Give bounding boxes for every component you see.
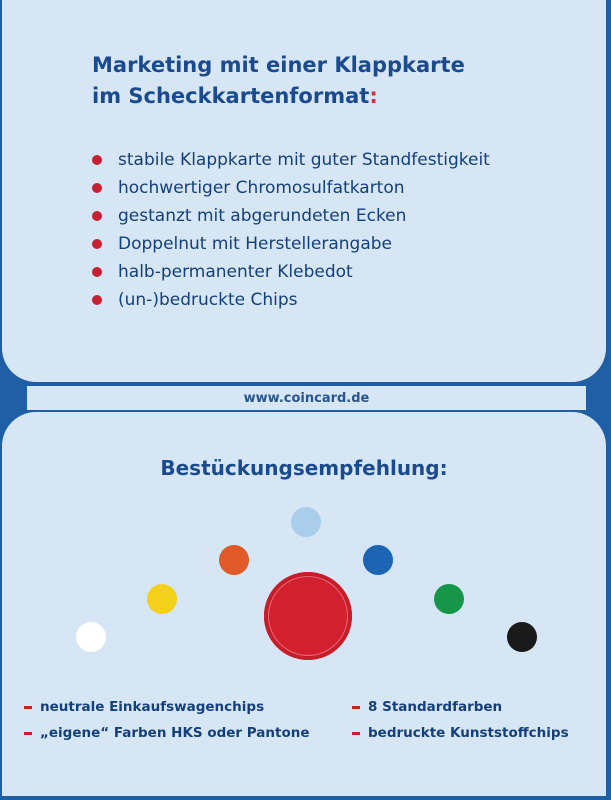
front-title-line2: im Scheckkartenformat <box>92 84 370 108</box>
chip-black <box>507 622 537 652</box>
chip-yellow <box>147 584 177 614</box>
feature-item: halb-permanenter Klebedot <box>92 258 490 286</box>
card-back-panel <box>2 412 606 796</box>
bullet-dot-icon <box>92 267 102 277</box>
bullet-dot-icon <box>92 239 102 249</box>
front-title-line1: Marketing mit einer Klappkarte <box>92 53 465 77</box>
feature-item: (un-)bedruckte Chips <box>92 286 490 314</box>
feature-item: gestanzt mit abgerundeten Ecken <box>92 202 490 230</box>
list-item: 8 Standardfarben <box>352 694 569 720</box>
feature-item: stabile Klappkarte mit guter Standfestigkeit <box>92 146 490 174</box>
website-link[interactable]: www.coincard.de <box>243 390 370 406</box>
front-title <box>92 50 572 112</box>
list-item: neutrale Einkaufswagenchips <box>24 694 310 720</box>
fold-strip <box>27 386 586 410</box>
bullet-dot-icon <box>92 155 102 165</box>
card-front-panel <box>2 0 606 382</box>
dash-icon <box>352 706 360 709</box>
chip-green <box>434 584 464 614</box>
chip-light-blue <box>291 507 321 537</box>
feature-item: Doppelnut mit Herstellerangabe <box>92 230 490 258</box>
dash-icon <box>352 732 360 735</box>
recommendation-list-left <box>24 694 310 746</box>
chip-white <box>76 622 106 652</box>
feature-item: hochwertiger Chromosulfatkarton <box>92 174 490 202</box>
back-title: Bestückungsempfehlung: <box>160 456 448 480</box>
chip-red-featured <box>264 572 352 660</box>
bullet-dot-icon <box>92 295 102 305</box>
dash-icon <box>24 706 32 709</box>
list-item: „eigene“ Farben HKS oder Pantone <box>24 720 310 746</box>
recommendation-list-right <box>352 694 569 746</box>
front-title-colon: : <box>369 84 378 108</box>
bullet-dot-icon <box>92 183 102 193</box>
feature-list <box>92 146 490 314</box>
chip-blue <box>363 545 393 575</box>
dash-icon <box>24 732 32 735</box>
bullet-dot-icon <box>92 211 102 221</box>
chip-orange <box>219 545 249 575</box>
list-item: bedruckte Kunststoffchips <box>352 720 569 746</box>
